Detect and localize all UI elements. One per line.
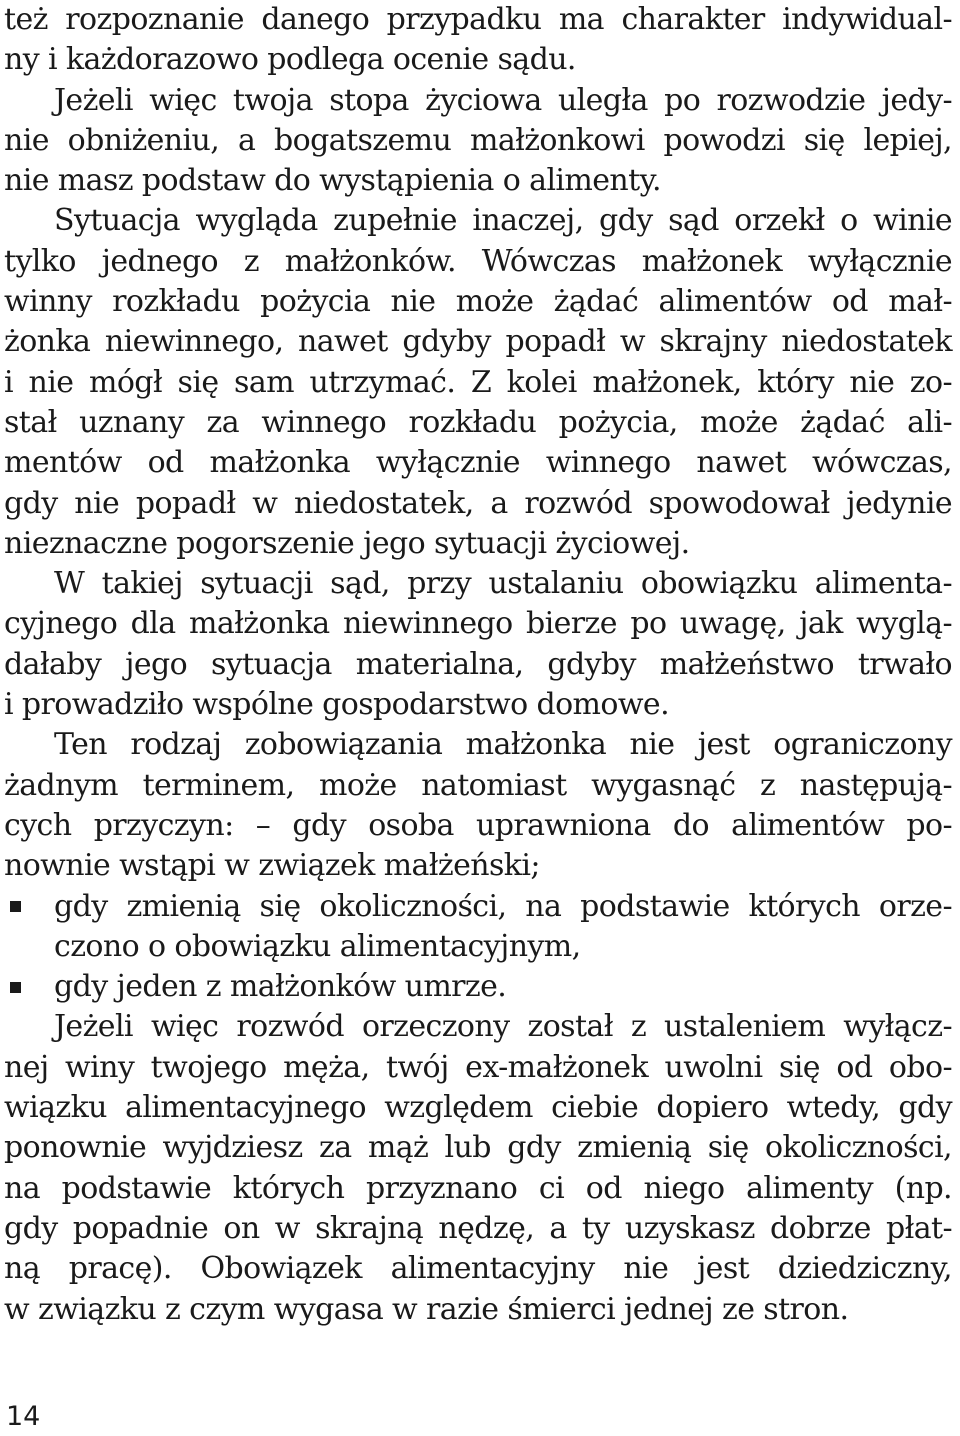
document-body [4, 0, 952, 1330]
text-line: tylko jednego z małżonków. Wówczas małżonek wyłącznie [4, 243, 952, 279]
text-line: gdy nie popadł w niedostatek, a rozwód spowodował jedynie [4, 485, 952, 521]
text-line: dałaby jego sytuacja materialna, gdyby małżeństwo trwało [4, 646, 952, 682]
text-line: w związku z czym wygasa w razie śmierci jednej ze stron. [4, 1291, 849, 1327]
text-line: cyjnego dla małżonka niewinnego bierze po uwagę, jak wyglą- [4, 606, 952, 642]
text-line: ponownie wyjdziesz za mąż lub gdy zmienią się okoliczności, [4, 1130, 952, 1166]
text-line: stał uznany za winnego rozkładu pożycia, może żądać ali- [4, 404, 952, 440]
list-item-continuation: czono o obowiązku alimentacyjnym, [54, 928, 581, 964]
text-line: nieznaczne pogorszenie jego sytuacji życiowej. [4, 525, 690, 561]
text-line: winny rozkładu pożycia nie może żądać alimentów od mał- [4, 284, 952, 320]
text-line: nie masz podstaw do wystąpienia o alimenty. [4, 163, 661, 199]
square-bullet-icon [10, 901, 21, 912]
text-line: nej winy twojego męża, twój ex-małżonek uwolni się od obo- [4, 1049, 952, 1085]
text-line: wiązku alimentacyjnego względem ciebie dopiero wtedy, gdy [4, 1090, 952, 1126]
page-number: 14 [6, 1401, 41, 1432]
text-line: żadnym terminem, może natomiast wygasnąć z następują- [4, 767, 952, 803]
text-line: gdy popadnie on w skrajną nędzę, a ty uzyskasz dobrze płat- [4, 1210, 952, 1246]
paragraph-first-line: Jeżeli więc rozwód orzeczony został z ustaleniem wyłącz- [54, 1009, 952, 1045]
text-line: na podstawie których przyznano ci od niego alimenty (np. [4, 1170, 952, 1206]
text-line: też rozpoznanie danego przypadku ma charakter indywidual- [4, 2, 952, 37]
text-line: mentów od małżonka wyłącznie winnego nawet wówczas, [4, 445, 952, 481]
paragraph-first-line: Ten rodzaj zobowiązania małżonka nie jest ograniczony [54, 727, 952, 763]
list-item [4, 967, 952, 1007]
text-line: ny i każdorazowo podlega ocenie sądu. [4, 42, 576, 78]
text-line: nie obniżeniu, a bogatszemu małżonkowi powodzi się lepiej, [4, 122, 952, 158]
paragraph-first-line: Sytuacja wygląda zupełnie inaczej, gdy sąd orzekł o winie [54, 203, 952, 239]
list-item-text: gdy jeden z małżonków umrze. [54, 969, 507, 1005]
text-line: nownie wstąpi w związek małżeński; [4, 848, 540, 884]
text-line: ną pracę). Obowiązek alimentacyjny nie jest dziedziczny, [4, 1251, 952, 1287]
list-item [4, 887, 952, 927]
text-line: i prowadziło wspólne gospodarstwo domowe. [4, 687, 670, 723]
text-line: cych przyczyn: – gdy osoba uprawniona do alimentów po- [4, 807, 952, 843]
paragraph-first-line: Jeżeli więc twoja stopa życiowa uległa po rozwodzie jedy- [54, 82, 952, 118]
paragraph-first-line: W takiej sytuacji sąd, przy ustalaniu obowiązku alimenta- [54, 566, 952, 602]
list-item-text: gdy zmienią się okoliczności, na podstawie których orze- [54, 888, 952, 924]
text-line: żonka niewinnego, nawet gdyby popadł w skrajny niedostatek [4, 324, 952, 360]
text-line: i nie mógł się sam utrzymać. Z kolei małżonek, który nie zo- [4, 364, 952, 400]
square-bullet-icon [10, 982, 21, 993]
